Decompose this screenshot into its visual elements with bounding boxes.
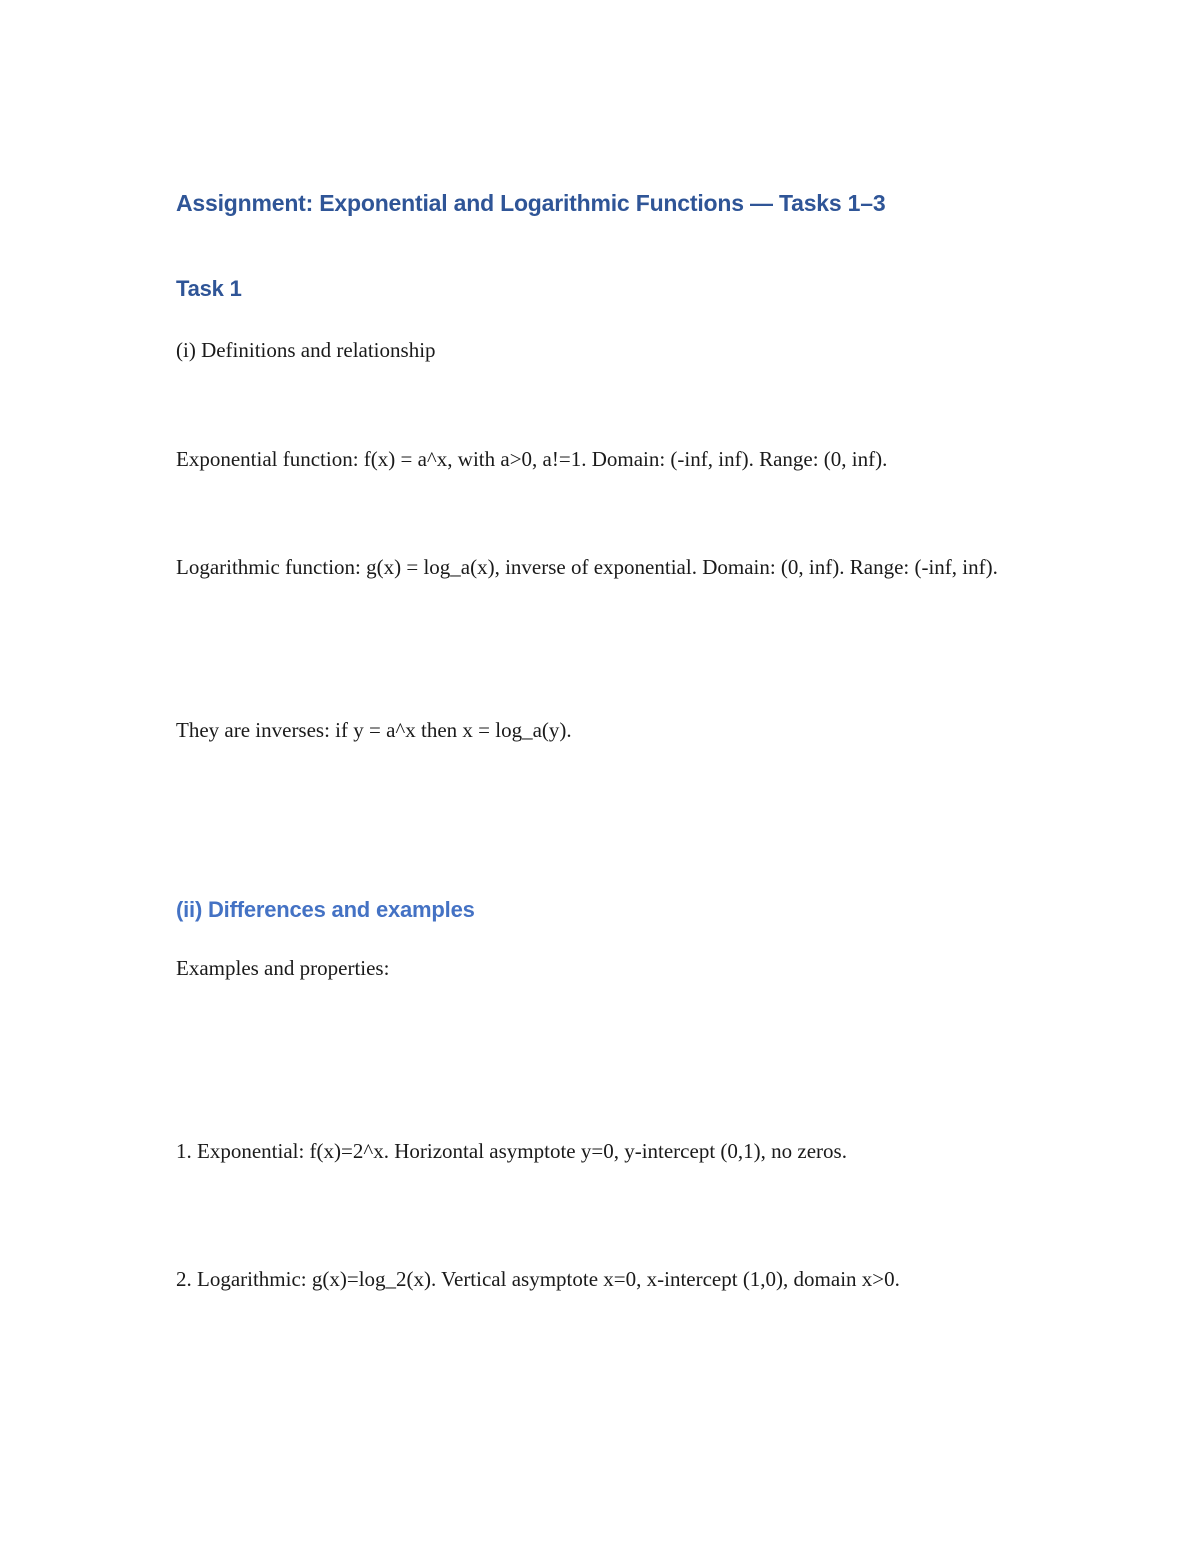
example-1-exponential: 1. Exponential: f(x)=2^x. Horizontal asymptote y=0, y-intercept (0,1), no zeros. <box>176 1139 847 1163</box>
examples-intro: Examples and properties: <box>176 956 390 980</box>
logarithmic-definition: Logarithmic function: g(x) = log_a(x), inverse of exponential. Domain: (0, inf). Range: (-inf, inf). <box>176 555 998 579</box>
task-1-heading: Task 1 <box>176 276 242 301</box>
document-title: Assignment: Exponential and Logarithmic Functions — Tasks 1–3 <box>176 190 886 216</box>
part-ii-heading: (ii) Differences and examples <box>176 897 475 922</box>
exponential-definition: Exponential function: f(x) = a^x, with a>0, a!=1. Domain: (-inf, inf). Range: (0, inf). <box>176 447 888 471</box>
inverse-relationship: They are inverses: if y = a^x then x = log_a(y). <box>176 718 572 742</box>
example-2-logarithmic: 2. Logarithmic: g(x)=log_2(x). Vertical asymptote x=0, x-intercept (1,0), domain x>0. <box>176 1267 900 1291</box>
part-i-label: (i) Definitions and relationship <box>176 338 436 362</box>
